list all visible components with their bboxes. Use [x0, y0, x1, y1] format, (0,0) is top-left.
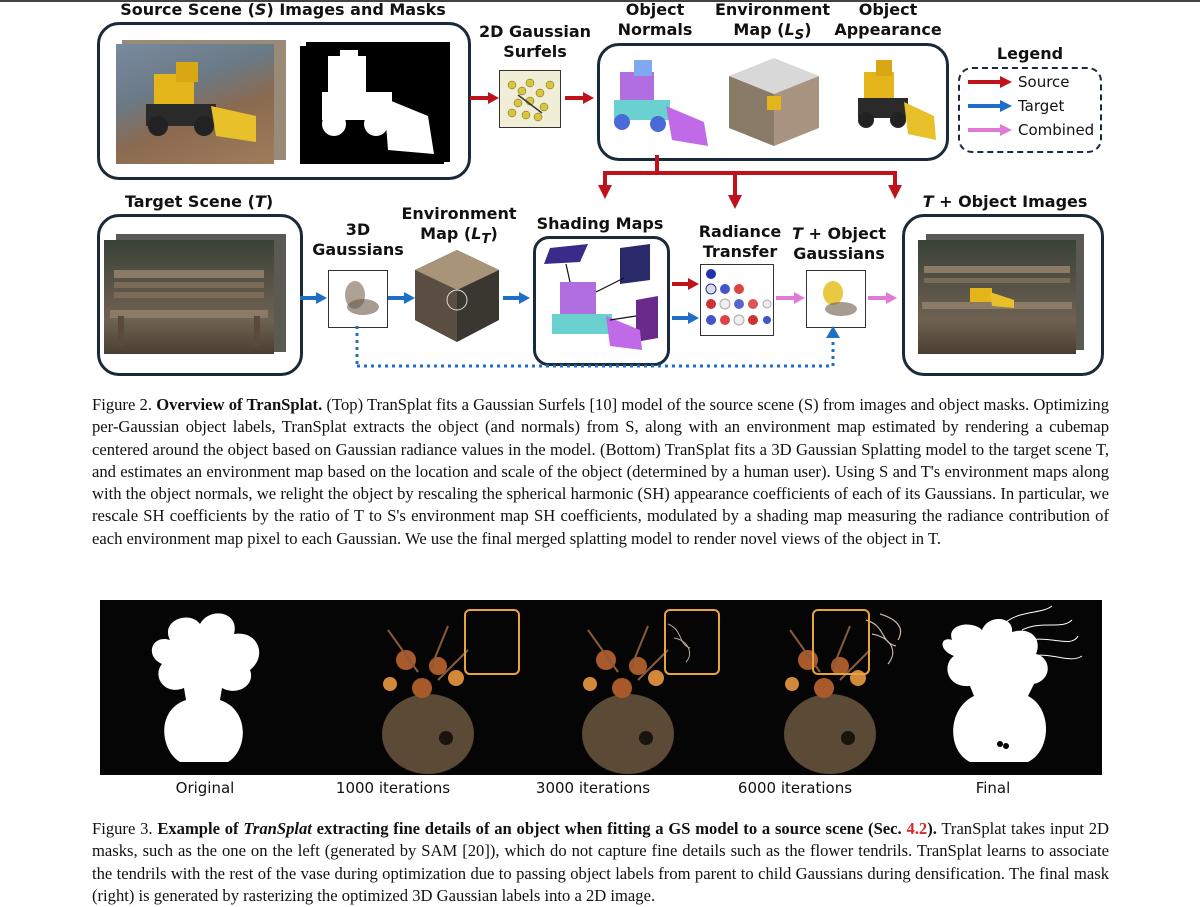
label-radiance-transfer: Radiance Transfer: [698, 222, 782, 261]
arrow-source-to-radiance: [672, 278, 700, 290]
arrow-target-to-gaussians: [300, 292, 328, 304]
figure-2-caption-title: Overview of TranSplat.: [156, 395, 323, 414]
source-mask-image: [300, 46, 444, 164]
label-source-scene: Source Scene (S) Images and Masks: [120, 0, 446, 19]
legend-label-target: Target: [1018, 97, 1065, 115]
sh-coefficients-graphic: [701, 265, 773, 335]
bench-graphic: [104, 240, 274, 354]
legend-arrow-source: [968, 71, 1014, 93]
original-mask-graphic: [100, 600, 300, 775]
label-t-object-gaussians: T + Object Gaussians: [792, 224, 886, 263]
legend-arrow-combined: [968, 119, 1014, 141]
gaussian-surfels-panel: [499, 70, 561, 128]
label-environment-map-s: Environment Map $(L_S)$: [714, 0, 831, 44]
label-2d-gaussian-surfels: 2D Gaussian Surfels: [478, 22, 592, 61]
bulldozer-graphic: [116, 44, 274, 164]
figure-2-caption: [92, 394, 1109, 550]
source-scene-image: [116, 44, 274, 164]
final-mask-graphic: [902, 600, 1102, 775]
arrow-gaussians-to-envmap: [388, 292, 416, 304]
panel-original: [100, 600, 300, 775]
arrow-surfels-to-object: [565, 92, 595, 104]
figure-2-caption-lead: Figure 2.: [92, 395, 153, 414]
figure-3-caption: [92, 818, 1109, 907]
gaussians-3d-graphic: [329, 271, 387, 327]
legend-title: Legend: [996, 44, 1064, 63]
arrow-envmap-to-shading: [503, 292, 531, 304]
figure-3-caption-body: TranSplat takes input 2D masks, such as the one on the left (generated by SAM [20]), which do not capture fine details such as the flower tendrils. TranSplat learns to associate the tendrils with the rest of the vase during optimization due to passing object labels from parent to child Gaussians during densification. The final mask (right) is generated by rasterizing the optimized 3D Gaussian labels into a 2D image.: [92, 819, 1109, 905]
panel-label-1000: 1000 iterations: [335, 779, 451, 797]
panel-label-original: Original: [175, 779, 235, 797]
object-appearance-image: [846, 52, 940, 148]
panel-1000-iterations: [318, 600, 518, 775]
panel-3000-iterations: [518, 600, 718, 775]
t-object-image: [918, 240, 1076, 354]
normals-bulldozer-graphic: [600, 52, 715, 152]
label-t-object-images: T + Object Images: [922, 192, 1088, 211]
label-environment-map-t: Environment Map $(L_T)$: [401, 204, 517, 248]
label-shading-maps: Shading Maps: [536, 214, 664, 233]
appearance-bulldozer-graphic: [846, 52, 940, 148]
arrow-target-to-radiance: [672, 312, 700, 324]
gaussians-3d-panel: [328, 270, 388, 328]
arrow-object-gaussians-to-images: [868, 292, 898, 304]
label-object-appearance: Object Appearance: [834, 0, 942, 39]
panel-label-6000: 6000 iterations: [737, 779, 853, 797]
bench-with-object-graphic: [918, 240, 1076, 354]
panel-final: [902, 600, 1102, 775]
figure-3-caption-lead: Figure 3.: [92, 819, 153, 838]
panel-6000-iterations: [720, 600, 920, 775]
label-3d-gaussians: 3D Gaussians: [312, 220, 404, 259]
panel-label-final: Final: [975, 779, 1011, 797]
arrow-source-to-surfels: [470, 92, 500, 104]
arrow-top-to-bottom-connectors: [595, 155, 905, 217]
mask-silhouette: [300, 46, 444, 164]
label-object-normals: Object Normals: [617, 0, 693, 39]
highlight-box-1000: [464, 609, 520, 675]
figure-3-caption-title: Example of TranSplat extracting fine details of an object when fitting a GS model to a source scene (Sec. 4.2).: [157, 819, 937, 838]
dotted-target-to-object-gaussians: [355, 326, 837, 372]
highlight-box-6000: [812, 609, 870, 675]
figure-2-caption-body: (Top) TranSplat fits a Gaussian Surfels [10] model of the source scene (S) from images and object masks. Optimizing per-Gaussian object labels, TranSplat extracts the object (and normals) from S, along with an environment map estimated by rendering a cubemap centered around the object based on Gaussian radiance values in the model. (Bottom) TranSplat fits a 3D Gaussian Splatting model to the target scene T, and estimates an environment map based on the location and scale of the object (determined by a human user). Using S and T's environment maps along with the object normals, we relight the object by rescaling the spherical harmonic (SH) appearance coefficients of each of its Gaussians. In particular, we rescale SH coefficients by the ratio of T to S's environment map SH coefficients, modulated by a shading map measuring the radiance contribution of each environment map pixel to each Gaussian. We use the final merged splatting model to render novel views of the object in T.: [92, 395, 1110, 548]
legend-label-combined: Combined: [1018, 121, 1095, 139]
environment-map-s-image: [727, 56, 822, 148]
legend-arrow-target: [968, 95, 1014, 117]
highlight-box-3000: [664, 609, 720, 675]
legend: [958, 67, 1102, 153]
object-normals-image: [600, 52, 715, 152]
surfels-graphic: [500, 71, 560, 127]
arrow-radiance-to-object-gaussians: [776, 292, 806, 304]
t-object-gaussians-graphic: [807, 271, 865, 327]
target-scene-image: [104, 240, 274, 354]
t-object-gaussians-panel: [806, 270, 866, 328]
cubemap-s-graphic: [727, 56, 822, 148]
section-ref-link[interactable]: 4.2: [906, 819, 928, 838]
panel-label-3000: 3000 iterations: [535, 779, 651, 797]
legend-label-source: Source: [1018, 73, 1070, 91]
label-target-scene: Target Scene (T): [124, 192, 274, 211]
